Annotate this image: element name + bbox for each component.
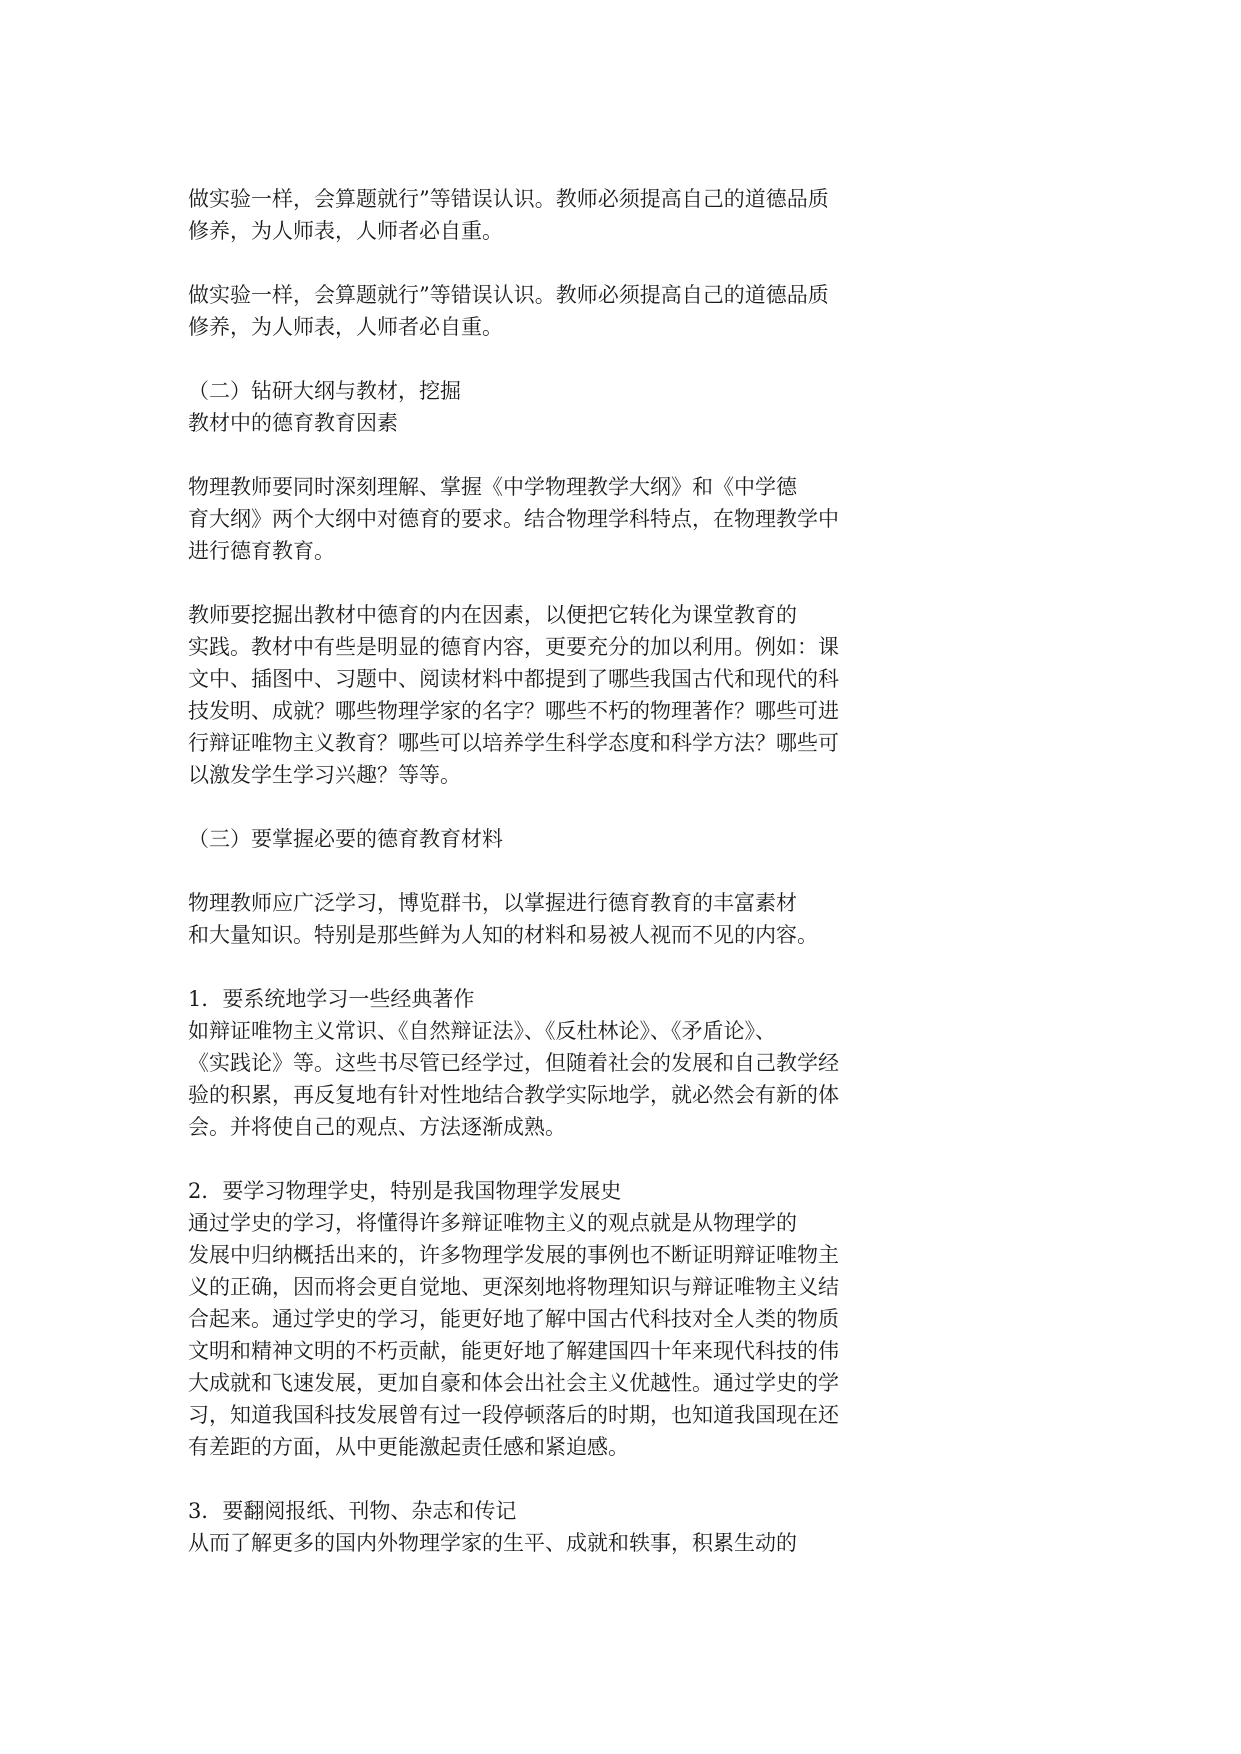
text-line: 通过学史的学习，将懂得许多辩证唯物主义的观点就是从物理学的 [188,1211,797,1235]
text-line: 从而了解更多的国内外物理学家的生平、成就和轶事，积累生动的 [188,1531,797,1555]
paragraph [188,1495,878,1559]
text-line: （二）钻研大纲与教材，挖掘 [188,379,461,403]
paragraph [188,279,878,343]
text-line: 修养，为人师表，人师者必自重。 [188,219,503,243]
text-line: （三）要掌握必要的德育教育材料 [188,827,503,851]
paragraph [188,887,878,951]
document-body [188,183,878,1591]
paragraph [188,823,878,855]
paragraph [188,983,878,1143]
paragraph [188,471,878,567]
paragraph [188,1175,878,1463]
text-line: 1．要系统地学习一些经典著作 [188,987,475,1011]
text-line: 文明和精神文明的不朽贡献，能更好地了解建国四十年来现代科技的伟 [188,1339,839,1363]
text-line: 实践。教材中有些是明显的德育内容，更要充分的加以利用。例如：课 [188,635,839,659]
text-line: 有差距的方面，从中更能激起责任感和紧迫感。 [188,1435,629,1459]
text-line: 2．要学习物理学史，特别是我国物理学发展史 [188,1179,622,1203]
text-line: 合起来。通过学史的学习，能更好地了解中国古代科技对全人类的物质 [188,1307,839,1331]
text-line: 习，知道我国科技发展曾有过一段停顿落后的时期，也知道我国现在还 [188,1403,839,1427]
text-line: 做实验一样，会算题就行”等错误认识。教师必须提高自己的道德品质 [188,187,829,211]
text-line: 会。并将使自己的观点、方法逐渐成熟。 [188,1115,566,1139]
text-line: 大成就和飞速发展，更加自豪和体会出社会主义优越性。通过学史的学 [188,1371,839,1395]
paragraph [188,183,878,247]
text-line: 育大纲》两个大纲中对德育的要求。结合物理学科特点，在物理教学中 [188,507,839,531]
text-line: 验的积累，再反复地有针对性地结合教学实际地学，就必然会有新的体 [188,1083,839,1107]
text-line: 物理教师要同时深刻理解、掌握《中学物理教学大纲》和《中学德 [188,475,797,499]
text-line: 行辩证唯物主义教育？哪些可以培养学生科学态度和科学方法？哪些可 [188,731,839,755]
text-line: 教材中的德育教育因素 [188,411,398,435]
text-line: 和大量知识。特别是那些鲜为人知的材料和易被人视而不见的内容。 [188,923,818,947]
text-line: 做实验一样，会算题就行”等错误认识。教师必须提高自己的道德品质 [188,283,829,307]
text-line: 以激发学生学习兴趣？等等。 [188,763,461,787]
paragraph [188,375,878,439]
text-line: 《实践论》等。这些书尽管已经学过，但随着社会的发展和自己教学经 [188,1051,839,1075]
text-line: 文中、插图中、习题中、阅读材料中都提到了哪些我国古代和现代的科 [188,667,839,691]
text-line: 3．要翻阅报纸、刊物、杂志和传记 [188,1499,517,1523]
paragraph [188,599,878,791]
text-line: 技发明、成就？哪些物理学家的名字？哪些不朽的物理著作？哪些可进 [188,699,839,723]
text-line: 发展中归纳概括出来的，许多物理学发展的事例也不断证明辩证唯物主 [188,1243,839,1267]
text-line: 如辩证唯物主义常识、《自然辩证法》、《反杜林论》、《矛盾论》、 [188,1019,776,1043]
text-line: 进行德育教育。 [188,539,335,563]
text-line: 义的正确，因而将会更自觉地、更深刻地将物理知识与辩证唯物主义结 [188,1275,839,1299]
text-line: 修养，为人师表，人师者必自重。 [188,315,503,339]
text-line: 物理教师应广泛学习，博览群书，以掌握进行德育教育的丰富素材 [188,891,797,915]
text-line: 教师要挖掘出教材中德育的内在因素，以便把它转化为课堂教育的 [188,603,797,627]
